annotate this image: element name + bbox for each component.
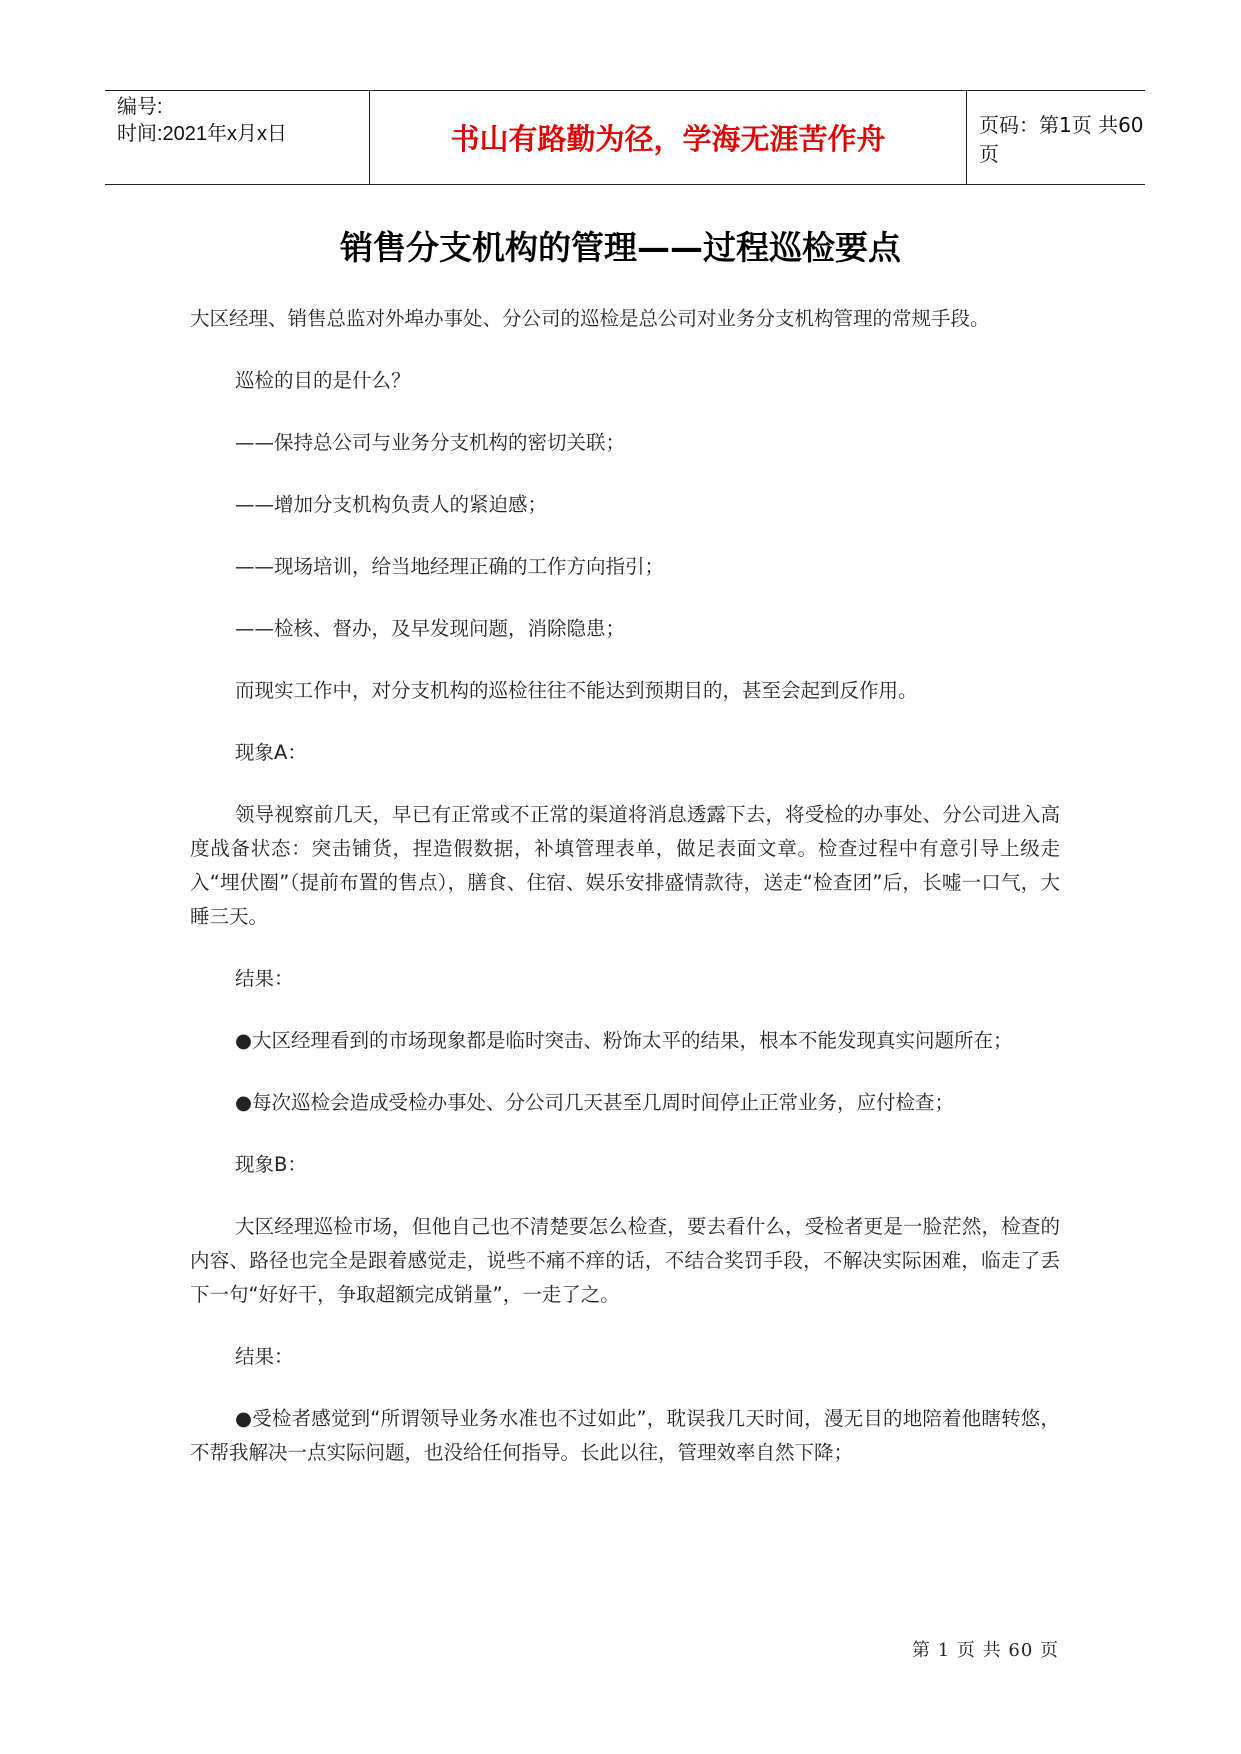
paragraph: ——保持总公司与业务分支机构的密切关联； [235,431,626,454]
paragraph: ——检核、督办，及早发现问题，消除隐患； [235,617,626,640]
paragraph: 现象A： [235,741,307,764]
document-body [190,302,1060,1498]
paragraph: 而现实工作中，对分支机构的巡检往往不能达到预期目的，甚至会起到反作用。 [235,679,918,702]
header-motto: 书山有路勤为径，学海无涯苦作舟 [370,91,967,184]
document-title: 销售分支机构的管理——过程巡检要点 [340,228,901,267]
paragraph: 结果： [235,1345,294,1368]
paragraph: ●大区经理看到的市场现象都是临时突击、粉饰太平的结果，根本不能发现真实问题所在； [235,1029,1013,1052]
paragraph: ——现场培训，给当地经理正确的工作方向指引； [235,555,665,578]
page-footer: 第 1 页 共 60 页 [912,1640,1059,1661]
paragraph: ——增加分支机构负责人的紧迫感； [235,493,548,516]
header-table [105,90,1145,185]
paragraph: 现象B： [235,1153,307,1176]
header-page-code: 页码：第1页 共60页 [979,112,1144,166]
paragraph: ●受检者感觉到“所谓领导业务水准也不过如此”，耽误我几天时间，漫无目的地陪着他瞎转悠，不帮我解决一点实际问题，也没给任何指导。长此以往，管理效率自然下降； [190,1407,1060,1464]
paragraph: ●每次巡检会造成受检办事处、分公司几天甚至几周时间停止正常业务，应付检查； [235,1091,955,1114]
serial-number-label: 编号: [117,96,163,118]
paragraph: 巡检的目的是什么？ [235,369,411,392]
paragraph: 领导视察前几天，早已有正常或不正常的渠道将消息透露下去，将受检的办事处、分公司进入高度战备状态：突击铺货，捏造假数据，补填管理表单，做足表面文章。检查过程中有意引导上级走入“埋伏圈”（提前布置的售点），膳食、住宿、娱乐安排盛情款待，送走“检查团”后，长嘘一口气，大睡三天。 [190,803,1060,928]
paragraph: 大区经理、销售总监对外埠办事处、分公司的巡检是总公司对业务分支机构管理的常规手段。 [190,307,990,330]
header-info-cell [105,91,370,184]
paragraph: 结果： [235,967,294,990]
paragraph: 大区经理巡检市场，但他自己也不清楚要怎么检查，要去看什么，受检者更是一脸茫然，检查的内容、路径也完全是跟着感觉走，说些不痛不痒的话，不结合奖罚手段，不解决实际困难，临走了丢下一句“好好干，争取超额完成销量”，一走了之。 [190,1215,1060,1306]
time-label: 时间:2021年x月x日 [117,123,288,145]
